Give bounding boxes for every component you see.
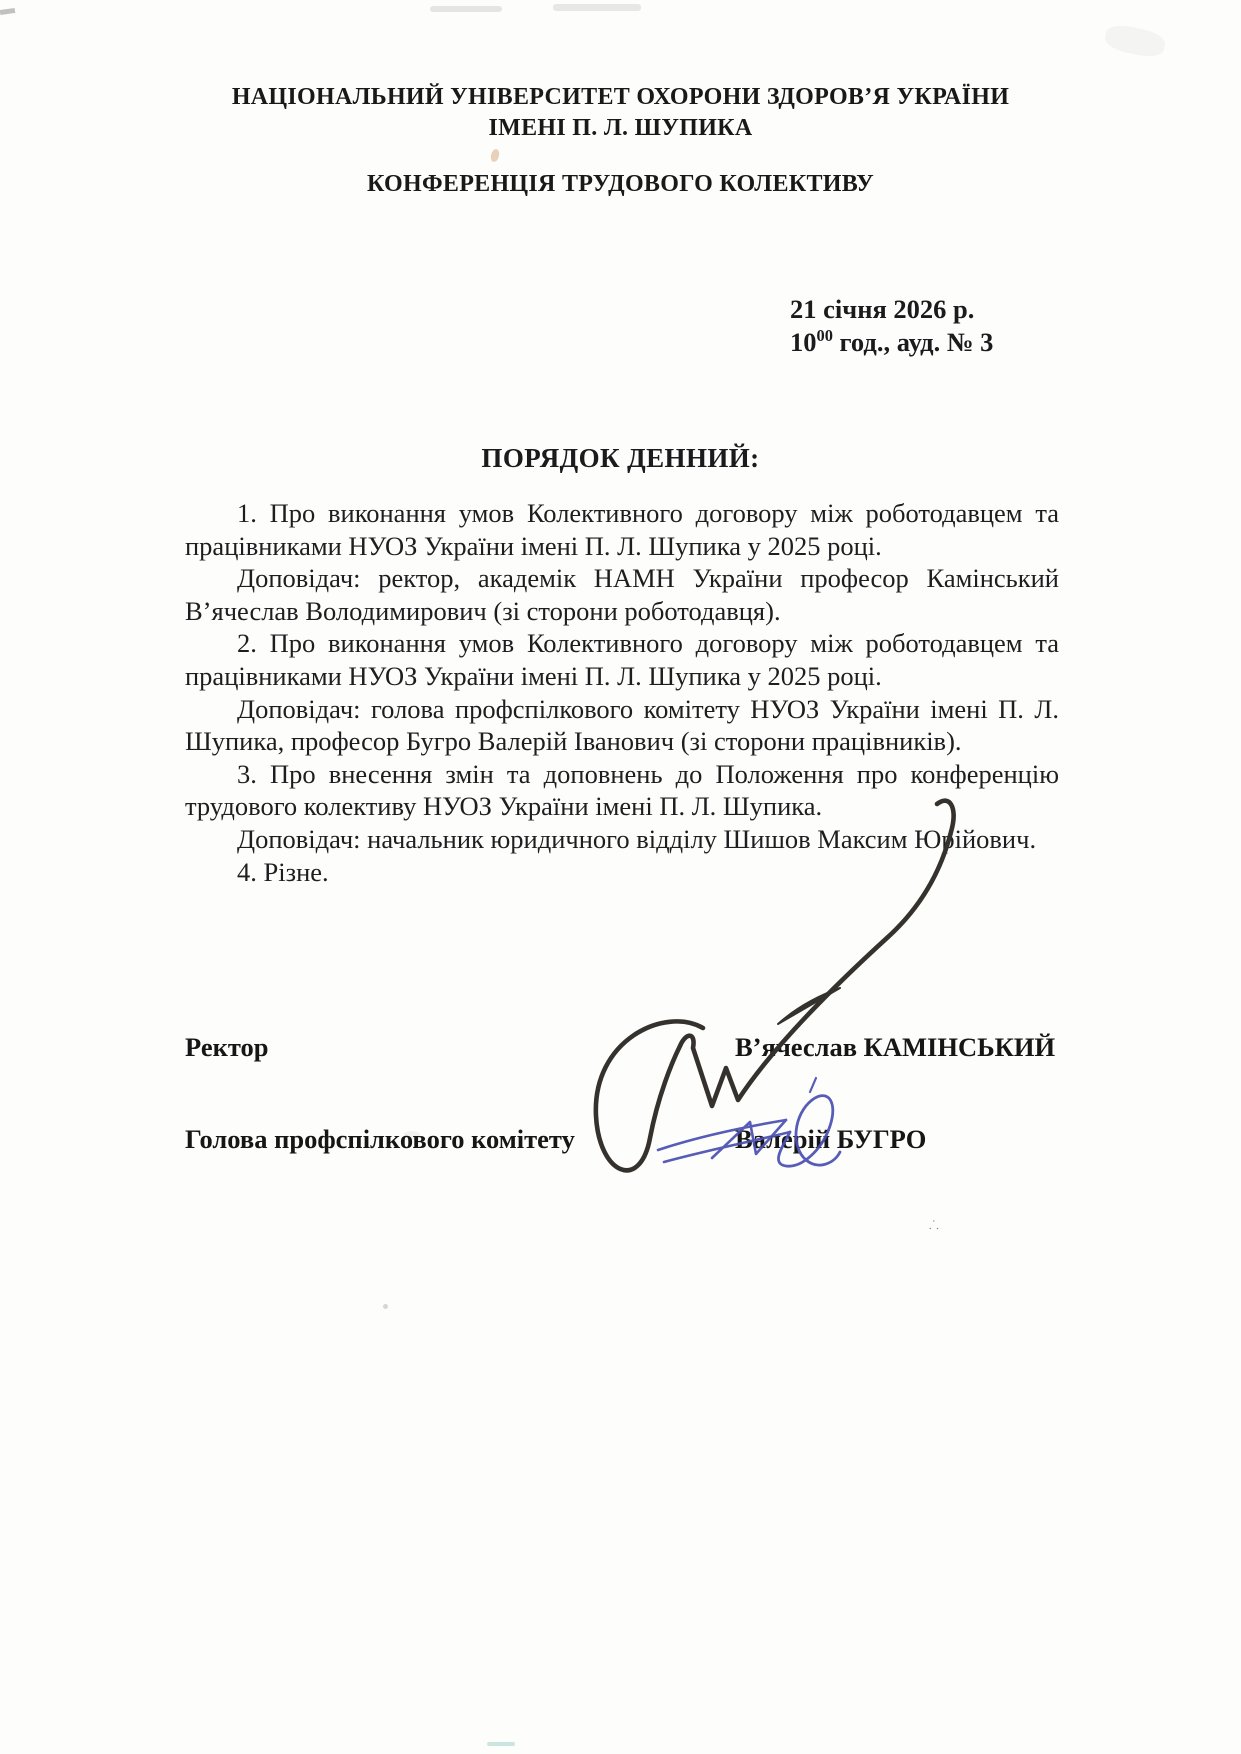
signature-name-union-head: Валерій БУГРО <box>735 1124 927 1154</box>
agenda-item-3-speaker: Доповідач: начальник юридичного відділу Шишов Максим Юрійович. <box>237 823 1037 854</box>
scan-artifact <box>553 4 641 11</box>
meeting-date: 21 січня 2026 р. <box>790 294 975 324</box>
agenda-body <box>185 497 1059 888</box>
scan-artifact: ⸫ <box>929 1218 939 1232</box>
agenda-item-3: 3. Про внесення змін та доповнень до Положення про конференцію трудового колективу НУОЗ України імені П. Л. Шупика. <box>185 758 1059 822</box>
agenda-item-1: 1. Про виконання умов Колективного договору між роботодавцем та працівниками НУОЗ України імені П. Л. Шупика у 2025 році. <box>185 498 1059 561</box>
conference-title: КОНФЕРЕНЦІЯ ТРУДОВОГО КОЛЕКТИВУ <box>366 171 875 197</box>
signature-row-union-head <box>185 1124 1059 1155</box>
scan-artifact <box>490 148 501 163</box>
scan-artifact <box>383 1304 388 1309</box>
agenda-item-2: 2. Про виконання умов Колективного договору між роботодавцем та працівниками НУОЗ України імені П. Л. Шупика у 2025 році. <box>185 628 1059 691</box>
meeting-time-room <box>790 326 993 359</box>
agenda-item-1-speaker: Доповідач: ректор, академік НАМН України професор Камінський В’ячеслав Володимирович (зі сторони роботодавця). <box>185 563 1059 626</box>
scan-artifact <box>430 6 502 12</box>
scan-artifact <box>0 8 15 15</box>
meeting-time-hours: 10 <box>790 327 817 357</box>
meeting-meta <box>790 293 993 359</box>
signature-name-rector: В’ячеслав КАМІНСЬКИЙ <box>735 1032 1056 1062</box>
agenda-item-2-speaker: Доповідач: голова профспілкового комітету НУОЗ України імені П. Л. Шупика, професор Бугро Валерій Іванович (зі сторони працівників). <box>185 693 1059 757</box>
signature-row-rector <box>185 1032 1059 1063</box>
agenda-item-4: 4. Різне. <box>237 856 329 887</box>
scan-artifact <box>487 1742 515 1746</box>
university-name-line1: НАЦІОНАЛЬНИЙ УНІВЕРСИТЕТ ОХОРОНИ ЗДОРОВ’Я УКРАЇНИ <box>231 84 1010 110</box>
signature-role-union-head: Голова профспілкового комітету <box>185 1124 575 1154</box>
meeting-room: год., ауд. № 3 <box>832 327 994 357</box>
university-name-line2: ІМЕНІ П. Л. ШУПИКА <box>488 115 753 141</box>
signature-role-rector: Ректор <box>185 1032 269 1062</box>
agenda-title: ПОРЯДОК ДЕННИЙ: <box>481 443 760 473</box>
meeting-time-minutes-sup: 00 <box>816 326 833 346</box>
scan-artifact <box>1103 22 1167 60</box>
letterhead <box>0 82 1241 144</box>
